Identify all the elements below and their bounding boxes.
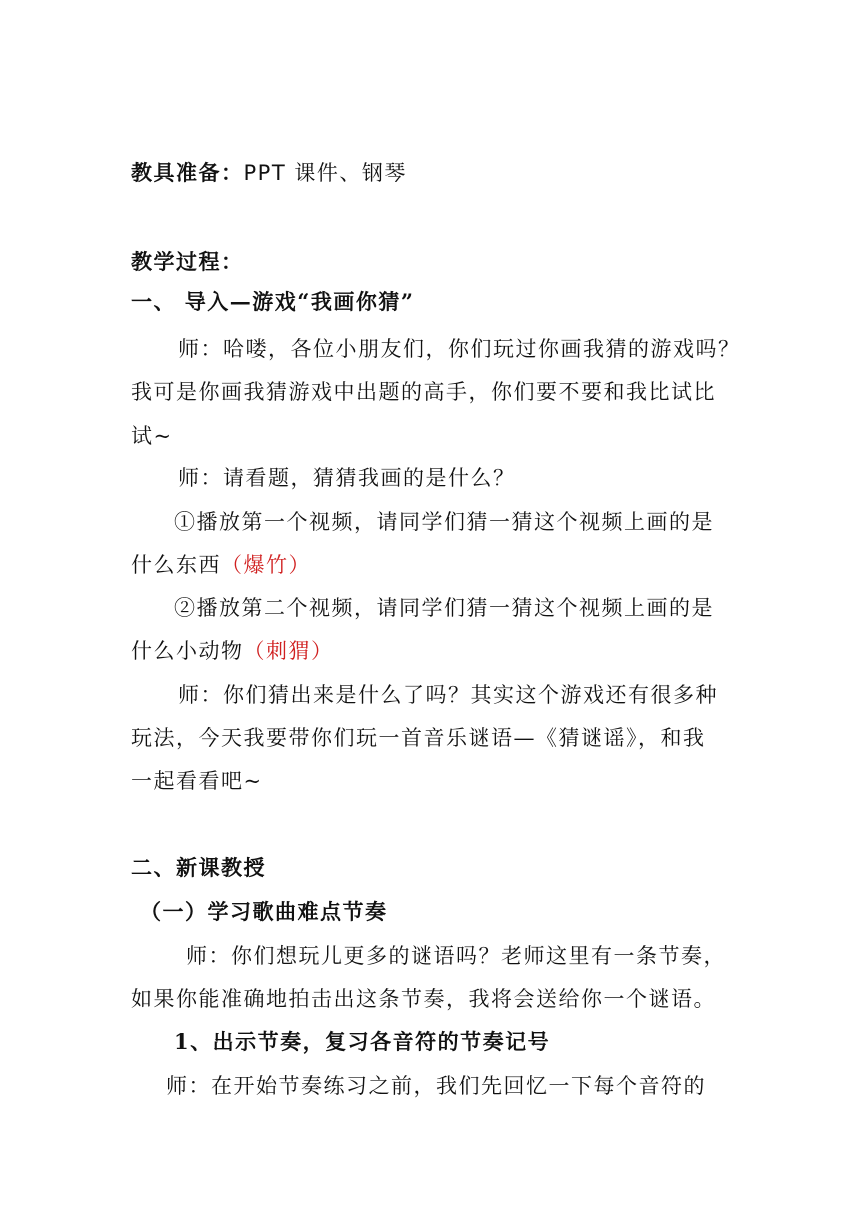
s2-p1-line2: 如果你能准确地拍击出这条节奏，我将会送给你一个谜语。 bbox=[131, 987, 716, 1011]
s1-p3-line2 bbox=[131, 550, 311, 580]
section2-heading: 二、新课教授 bbox=[131, 855, 266, 880]
s1-p5-line1: 师：你们猜出来是什么了吗？其实这个游戏还有很多种 bbox=[178, 683, 718, 707]
section2-subheading: （一）学习歌曲难点节奏 bbox=[140, 899, 388, 924]
s1-p3-text: 什么东西 bbox=[131, 553, 221, 577]
answer-firecracker: （爆竹） bbox=[221, 553, 311, 577]
s1-p3-line1: ①播放第一个视频，请同学们猜一猜这个视频上画的是 bbox=[174, 510, 714, 534]
s1-p4-line1: ②播放第二个视频，请同学们猜一猜这个视频上画的是 bbox=[174, 596, 714, 620]
s1-p1-line3: 试~ bbox=[131, 424, 173, 448]
s2-p1-line1: 师：你们想玩儿更多的谜语吗？老师这里有一条节奏， bbox=[186, 944, 726, 968]
equipment-line bbox=[131, 158, 407, 188]
s1-p5-line2: 玩法，今天我要带你们玩一首音乐谜语—《猜谜谣》，和我 bbox=[131, 726, 706, 750]
section1-heading: 一、 导入—游戏“我画你猜” bbox=[131, 289, 415, 314]
s1-p1-line2: 我可是你画我猜游戏中出题的高手，你们要不要和我比试比 bbox=[131, 380, 716, 404]
equipment-value: PPT 课件、钢琴 bbox=[243, 161, 407, 185]
s1-p4-line2 bbox=[131, 636, 334, 666]
answer-hedgehog: （刺猬） bbox=[243, 639, 334, 663]
s1-p5-line3: 一起看看吧~ bbox=[131, 769, 263, 793]
s1-p4-text: 什么小动物 bbox=[131, 639, 244, 663]
s2-p2: 师：在开始节奏练习之前，我们先回忆一下每个音符的 bbox=[166, 1074, 706, 1098]
s1-p2: 师：请看题，猜猜我画的是什么？ bbox=[178, 466, 516, 490]
equipment-label: 教具准备： bbox=[131, 160, 244, 185]
s2-item1: 1、出示节奏，复习各音符的节奏记号 bbox=[174, 1029, 551, 1054]
s1-p1-line1: 师：哈喽，各位小朋友们，你们玩过你画我猜的游戏吗？ bbox=[178, 337, 741, 361]
process-heading: 教学过程： bbox=[131, 249, 244, 274]
